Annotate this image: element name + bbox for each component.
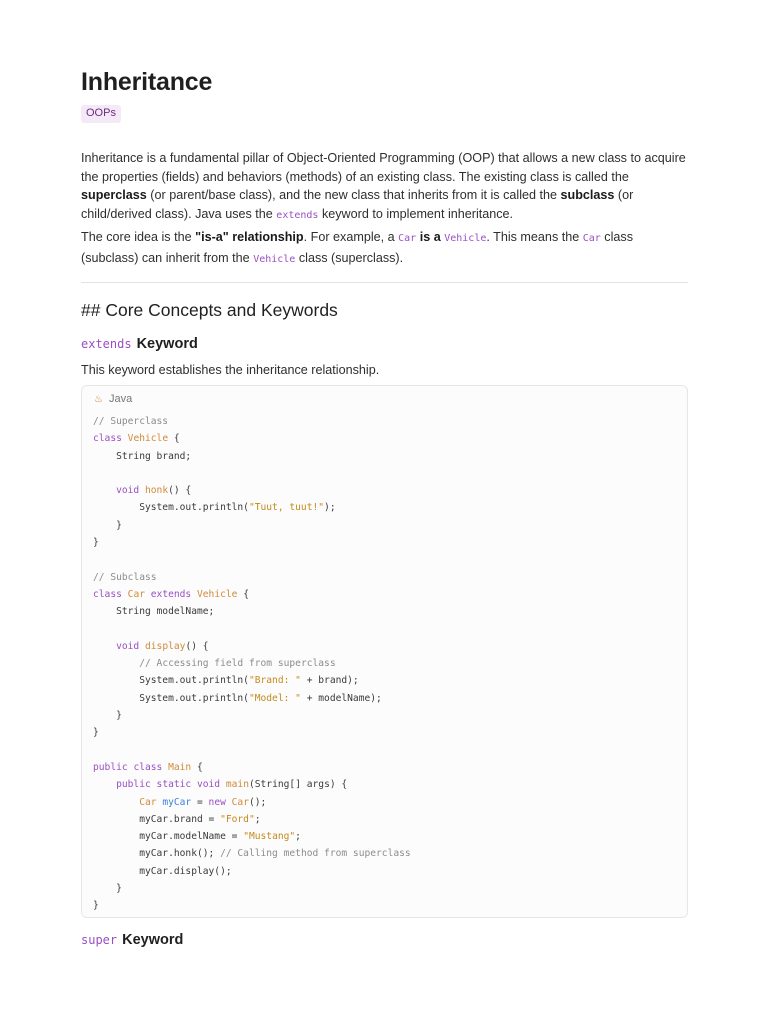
- tag-badge[interactable]: OOPs: [81, 105, 121, 123]
- divider: [81, 282, 688, 283]
- page-title: Inheritance: [81, 68, 213, 96]
- code-content[interactable]: // Superclass class Vehicle { String brand; void honk() { System.out.println("Tuut, tuut!"); } } // Subclass class Car extends Vehicle { String modelName; void display() { // Accessing field from superclass System.out.println("Brand: " + brand); System.out.println("Model: " + modelName); } } public class Main { public static void main(String[] args) { Car myCar = new Car(); myCar.brand = "Ford"; myCar.modelName = "Mustang"; myCar.honk(); // Calling method from superclass myCar.display(); } }: [93, 416, 411, 912]
- intro-paragraph: Inheritance is a fundamental pillar of Object-Oriented Programming (OOP) that allows a new class to acquire the properties (fields) and behaviors (methods) of an existing class. The existing class is called the superclass (or parent/base class), and the new class that inherits from it is called the subclass (or child/derived class). Java uses the extends keyword to implement inheritance.: [81, 151, 686, 221]
- bold-isa: "is-a" relationship: [195, 230, 304, 244]
- java-cup-icon: ♨: [94, 393, 103, 405]
- extends-description: This keyword establishes the inheritance relationship.: [81, 363, 380, 377]
- isa-paragraph: The core idea is the "is-a" relationship. For example, a Car is a Vehicle. This means the Car class (subclass) can inherit from the Vehicle class (superclass).: [81, 230, 634, 265]
- section-heading: ## Core Concepts and Keywords: [81, 300, 338, 320]
- inline-code-car: Car: [398, 233, 417, 244]
- bold-subclass: subclass: [560, 188, 615, 202]
- inline-code-vehicle: Vehicle: [444, 233, 487, 244]
- super-heading: super Keyword: [81, 932, 184, 948]
- bold-superclass: superclass: [81, 188, 147, 202]
- code-block[interactable]: [81, 385, 688, 918]
- code-language-label: ♨ Java: [94, 393, 133, 405]
- extends-heading: extends Keyword: [81, 336, 198, 352]
- inline-code-extends: extends: [276, 209, 319, 221]
- inline-code-vehicle: Vehicle: [253, 253, 296, 265]
- inline-code-car: Car: [582, 233, 601, 244]
